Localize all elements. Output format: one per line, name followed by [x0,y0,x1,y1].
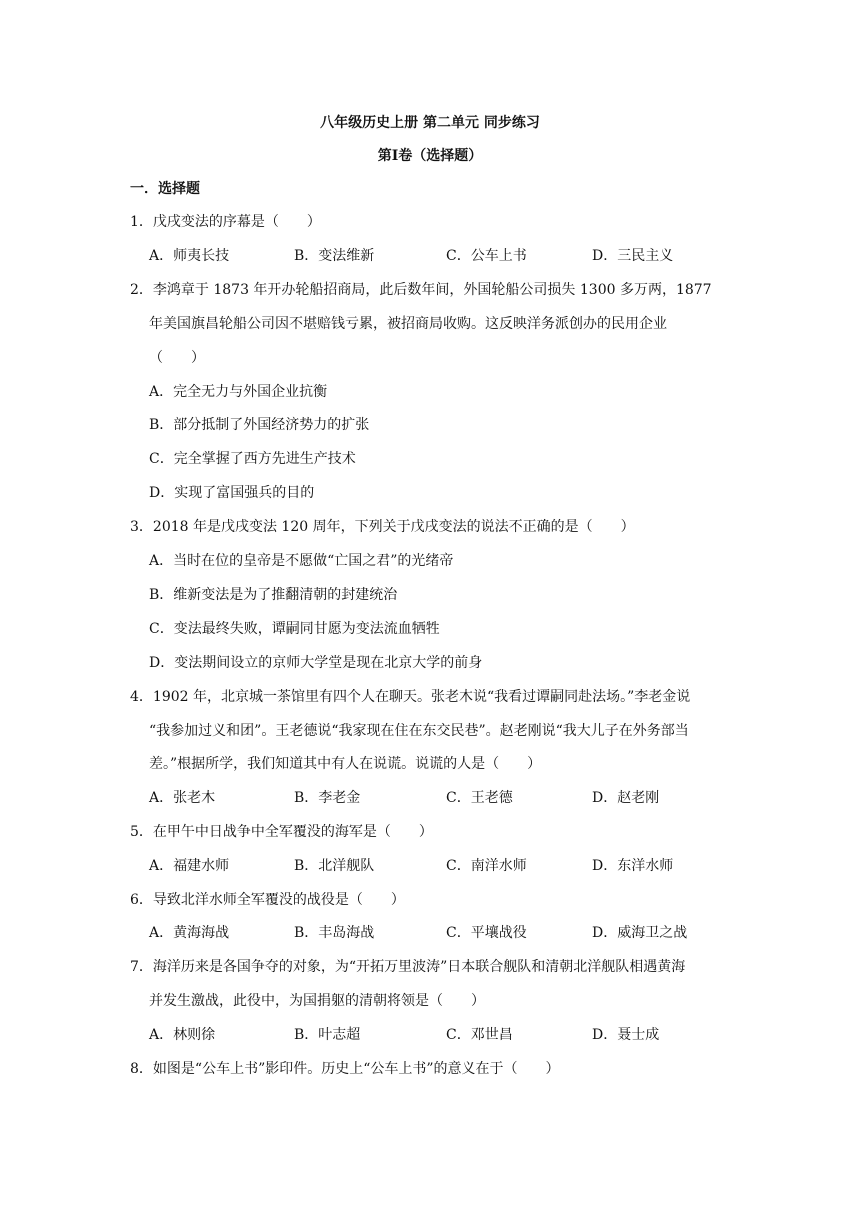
question-5-text: 5．在甲午中日战争中全军覆没的海军是（ ） [130,824,433,840]
question-4-option-b: B．李老金 [294,790,361,806]
question-4-option-c: C．王老德 [446,790,513,806]
question-3-option-a: A．当时在位的皇帝是不愿做“亡国之君”的光绪帝 [149,553,454,569]
question-7-option-b: B．叶志超 [294,1027,361,1043]
question-8-text: 8．如图是“公车上书”影印件。历史上“公车上书”的意义在于（ ） [130,1061,560,1077]
question-4-option-a: A．张老木 [149,790,216,806]
question-6-option-a: A．黄海海战 [149,925,230,941]
question-4-text-line-3: 差。”根据所学，我们知道其中有人在说谎。说谎的人是（ ） [149,756,542,772]
question-3-text: 3．2018 年是戊戌变法 120 周年，下列关于戊戌变法的说法不正确的是（ ） [130,519,635,535]
question-2-option-b: B．部分抵制了外国经济势力的扩张 [149,417,370,433]
question-7-option-a: A．林则徐 [149,1027,216,1043]
section-heading: 一．选择题 [130,181,200,197]
question-6-text: 6．导致北洋水师全军覆没的战役是（ ） [130,892,405,908]
question-3-option-d: D．变法期间设立的京师大学堂是现在北京大学的前身 [149,655,483,671]
question-7-text-line-2: 并发生激战，此役中，为国捐躯的清朝将领是（ ） [149,993,485,1009]
question-6-option-d: D．威海卫之战 [592,925,688,941]
document-title: 八年级历史上册 第二单元 同步练习 [320,115,540,131]
question-2-option-c: C．完全掌握了西方先进生产技术 [149,451,356,467]
question-5-option-a: A．福建水师 [149,858,230,874]
question-5-option-d: D．东洋水师 [592,858,674,874]
question-2-text-line-2: 年美国旗昌轮船公司因不堪赔钱亏累，被招商局收购。这反映洋务派创办的民用企业 [149,316,667,332]
question-4-option-d: D．赵老刚 [592,790,660,806]
question-7-text-line-1: 7．海洋历来是各国争夺的对象，为“开拓万里波涛”日本联合舰队和清朝北洋舰队相遇黄海 [130,959,686,975]
question-4-text-line-2: “我参加过义和团”。王老德说“我家现在住在东交民巷”。赵老刚说“我大儿子在外务部当 [149,723,689,739]
question-6-option-c: C．平壤战役 [446,925,527,941]
question-3-option-c: C．变法最终失败，谭嗣同甘愿为变法流血牺牲 [149,621,440,637]
question-2-text-line-1: 2．李鸿章于 1873 年开办轮船招商局，此后数年间，外国轮船公司损失 1300 多万两，1877 [130,282,712,298]
question-1-option-c: C．公车上书 [446,248,527,264]
question-2-option-d: D．实现了富国强兵的目的 [149,485,315,501]
question-2-option-a: A．完全无力与外国企业抗衡 [149,384,328,400]
question-1-option-d: D．三民主义 [592,248,674,264]
question-7-option-d: D．聂士成 [592,1027,660,1043]
document-subtitle: 第Ⅰ卷（选择题） [377,148,483,164]
question-1-option-a: A．师夷长技 [149,248,230,264]
question-2-text-line-3: （ ） [149,350,205,366]
question-5-option-c: C．南洋水师 [446,858,527,874]
question-4-text-line-1: 4．1902 年，北京城一茶馆里有四个人在聊天。张老木说“我看过谭嗣同赴法场。”李老金说 [130,689,691,705]
question-1-option-b: B．变法维新 [294,248,375,264]
question-1-text: 1．戊戌变法的序幕是（ ） [130,214,321,230]
question-5-option-b: B．北洋舰队 [294,858,375,874]
question-3-option-b: B．维新变法是为了推翻清朝的封建统治 [149,587,398,603]
question-7-option-c: C．邓世昌 [446,1027,513,1043]
question-6-option-b: B．丰岛海战 [294,925,375,941]
